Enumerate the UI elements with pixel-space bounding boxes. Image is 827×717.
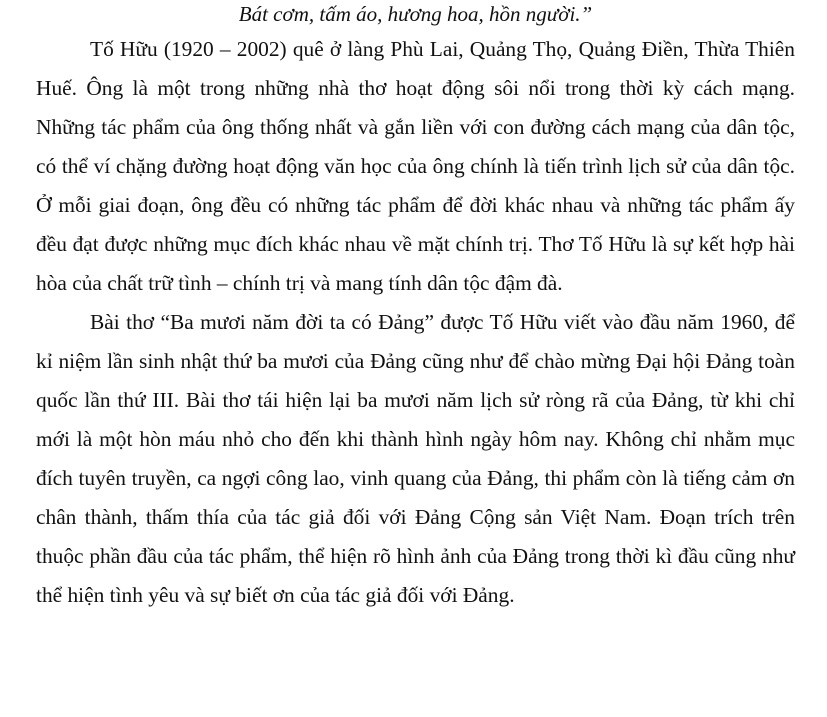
poem-quote-line: Bát cơm, tấm áo, hương hoa, hồn người.” (238, 2, 593, 26)
paragraph-author-intro: Tố Hữu (1920 – 2002) quê ở làng Phù Lai, Quảng Thọ, Quảng Điền, Thừa Thiên Huế. Ông là một trong những nhà thơ hoạt động sôi nổi trong thời kỳ cách mạng. Những tác phẩm của ông thống nhất và gắn liền với con đường cách mạng của dân tộc, có thể ví chặng đường hoạt động văn học của ông chính là tiến trình lịch sử của dân tộc. Ở mỗi giai đoạn, ông đều có những tác phẩm để đời khác nhau và những tác phẩm ấy đều đạt được những mục đích khác nhau về mặt chính trị. Thơ Tố Hữu là sự kết hợp hài hòa của chất trữ tình – chính trị và mang tính dân tộc đậm đà. (36, 37, 795, 295)
paragraph-poem-context: Bài thơ “Ba mươi năm đời ta có Đảng” được Tố Hữu viết vào đầu năm 1960, để kỉ niệm lần sinh nhật thứ ba mươi của Đảng cũng như để chào mừng Đại hội Đảng toàn quốc lần thứ III. Bài thơ tái hiện lại ba mươi năm lịch sử ròng rã của Đảng, từ khi chỉ mới là một hòn máu nhỏ cho đến khi thành hình ngày hôm nay. Không chỉ nhằm mục đích tuyên truyền, ca ngợi công lao, vinh quang của Đảng, thi phẩm còn là tiếng cảm ơn chân thành, thấm thía của tác giả đối với Đảng Cộng sản Việt Nam. Đoạn trích trên thuộc phần đầu của tác phẩm, thể hiện rõ hình ảnh của Đảng trong thời kì đầu cũng như thể hiện tình yêu và sự biết ơn của tác giả đối với Đảng. (36, 310, 795, 607)
